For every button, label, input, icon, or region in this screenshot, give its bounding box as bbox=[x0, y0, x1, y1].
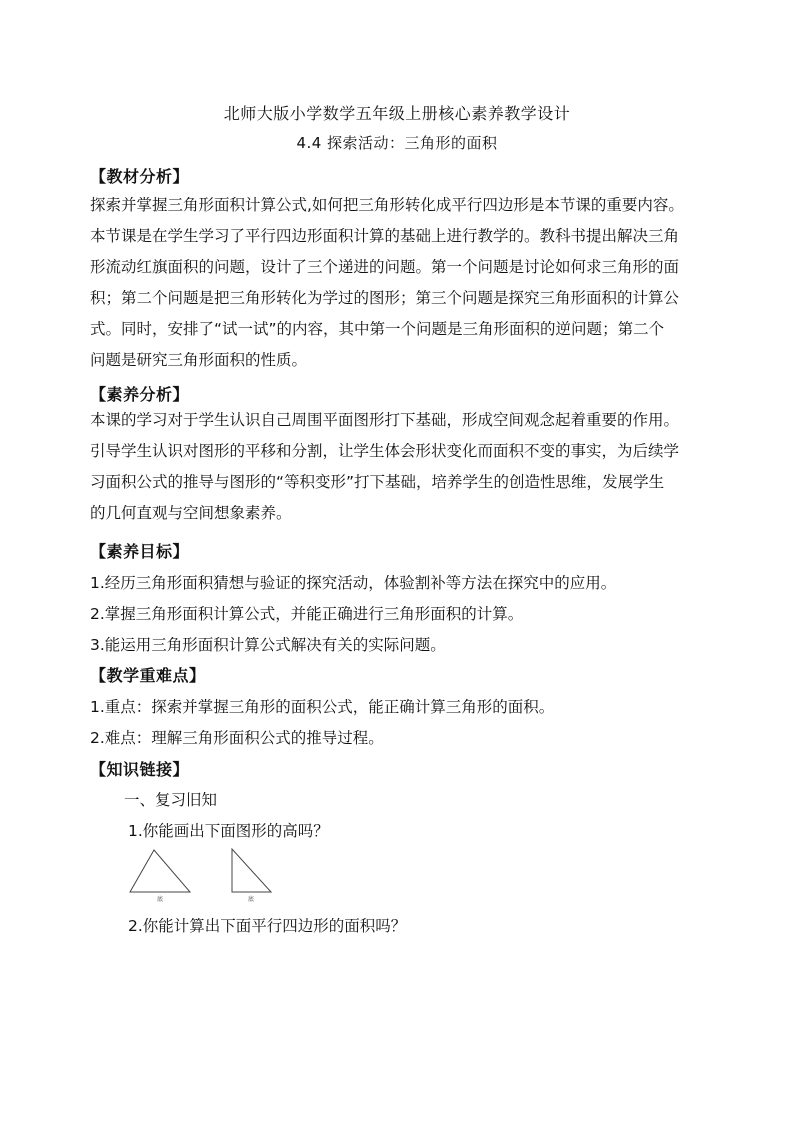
heading-key-points: 【教学重难点】 bbox=[90, 666, 206, 685]
key-point-2: 2.难点：理解三角形面积公式的推导过程。 bbox=[90, 729, 384, 747]
paragraph-line: 本课的学习对于学生认识自己周围平面图形打下基础，形成空间观念起着重要的作用。 bbox=[90, 411, 680, 429]
heading-textbook-analysis: 【教材分析】 bbox=[90, 167, 190, 186]
paragraph-line: 形流动红旗面积的问题，设计了三个递进的问题。第一个问题是讨论如何求三角形的面 bbox=[90, 258, 680, 276]
question-2: 2.你能计算出下面平行四边形的面积吗？ bbox=[128, 917, 407, 935]
goal-item-3: 3.能运用三角形面积计算公式解决有关的实际问题。 bbox=[90, 636, 446, 654]
goal-item-1: 1.经历三角形面积猜想与验证的探究活动，体验割补等方法在探究中的应用。 bbox=[90, 574, 617, 592]
paragraph-line: 探索并掌握三角形面积计算公式,如何把三角形转化成平行四边形是本节课的重要内容。 bbox=[90, 196, 684, 214]
literacy-analysis-paragraph bbox=[90, 405, 712, 529]
paragraph-line: 引导学生认识对图形的平移和分割，让学生体会形状变化而面积不变的事实，为后续学 bbox=[90, 442, 680, 460]
question-1: 1.你能画出下面图形的高吗？ bbox=[128, 822, 329, 840]
base-label-1: 底 bbox=[157, 896, 164, 903]
lesson-subtitle: 4.4 探索活动：三角形的面积 bbox=[296, 134, 498, 152]
base-label-2: 底 bbox=[248, 896, 255, 903]
heading-knowledge-link: 【知识链接】 bbox=[90, 760, 190, 779]
paragraph-line: 习面积公式的推导与图形的“等积变形”打下基础，培养学生的创造性思维，发展学生 bbox=[90, 473, 665, 491]
paragraph-line: 本节课是在学生学习了平行四边形面积计算的基础上进行教学的。教科书提出解决三角 bbox=[90, 227, 680, 245]
paragraph-line: 的几何直观与空间想象素养。 bbox=[90, 504, 292, 522]
paragraph-line: 式。同时，安排了“试一试”的内容，其中第一个问题是三角形面积的逆问题；第二个 bbox=[90, 320, 665, 338]
textbook-analysis-paragraph bbox=[90, 190, 712, 376]
paragraph-line: 问题是研究三角形面积的性质。 bbox=[90, 351, 308, 369]
heading-literacy-analysis: 【素养分析】 bbox=[90, 385, 190, 404]
obtuse-triangle-shape bbox=[130, 850, 190, 892]
paragraph-line: 积；第二个问题是把三角形转化为学过的图形；第三个问题是探究三角形面积的计算公 bbox=[90, 289, 680, 307]
right-triangle-shape bbox=[232, 849, 271, 892]
review-subheading: 一、复习旧知 bbox=[124, 791, 218, 809]
goal-item-2: 2.掌握三角形面积计算公式，并能正确进行三角形面积的计算。 bbox=[90, 605, 524, 623]
document-title: 北师大版小学数学五年级上册核心素养教学设计 bbox=[223, 104, 571, 123]
heading-literacy-goals: 【素养目标】 bbox=[90, 542, 190, 561]
triangle-figures bbox=[124, 845, 284, 905]
key-point-1: 1.重点：探索并掌握三角形的面积公式，能正确计算三角形的面积。 bbox=[90, 698, 555, 716]
